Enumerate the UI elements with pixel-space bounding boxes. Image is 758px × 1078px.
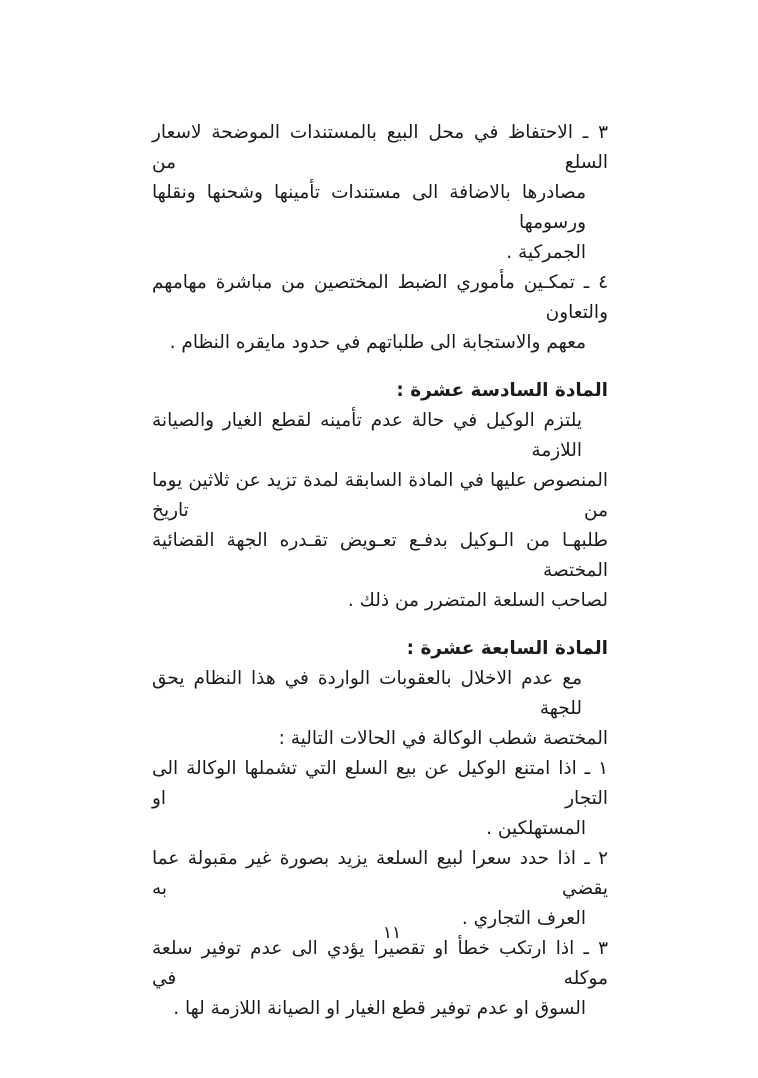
article-17-clause-2-line-2: العرف التجاري . bbox=[461, 908, 586, 929]
article-17-clause-2-line-1: ٢ ـ اذا حدد سعرا لبيع السلعة يزيد بصورة غير مقبولة عما يقضي به bbox=[152, 848, 608, 899]
article-16-line-3: طلبهـا من الـوكيل بدفـع تعـويض تقـدره الجهة القضائية المختصة bbox=[152, 530, 608, 581]
clause-3-line-2: مصادرها بالاضافة الى مستندات تأمينها وشحنها ونقلها ورسومها bbox=[152, 182, 586, 233]
article-17-clause-3-line-1: ٣ ـ اذا ارتكب خطأ او تقصيرا يؤدي الى عدم توفير سلعة موكله في bbox=[152, 938, 608, 989]
article-17-intro-line-2: المختصة شطب الوكالة في الحالات التالية : bbox=[278, 728, 608, 749]
article-17-clause-1-line-2: المستهلكين . bbox=[486, 818, 586, 839]
clause-4-line-1: ٤ ـ تمكـين مأموري الضبط المختصين من مباشرة مهامهم والتعاون bbox=[152, 272, 608, 323]
text-block bbox=[152, 118, 608, 1024]
page-number: ١١ bbox=[382, 923, 402, 943]
clause-4-line-2: معهم والاستجابة الى طلباتهم في حدود مايقره النظام . bbox=[169, 332, 586, 353]
article-17-clause-1-line-1: ١ ـ اذا امتنع الوكيل عن بيع السلع التي تشملها الوكالة الى التجار او bbox=[152, 758, 608, 809]
article-16-line-2: المنصوص عليها في المادة السابقة لمدة تزيد عن ثلاثين يوما من تاريخ bbox=[152, 470, 608, 521]
article-16-heading: المادة السادسة عشرة : bbox=[396, 380, 608, 401]
clause-3-line-3: الجمركية . bbox=[506, 242, 586, 263]
article-17-clause-3-line-2: السوق او عدم توفير قطع الغيار او الصيانة اللازمة لها . bbox=[173, 998, 586, 1019]
article-16-line-4: لصاحب السلعة المتضرر من ذلك . bbox=[347, 590, 608, 611]
article-17-intro-line-1: مع عدم الاخلال بالعقوبات الواردة في هذا النظام يحق للجهة bbox=[152, 668, 582, 719]
article-16-line-1: يلتزم الوكيل في حالة عدم تأمينه لقطع الغيار والصيانة اللازمة bbox=[152, 410, 582, 461]
article-17-heading: المادة السابعة عشرة : bbox=[406, 638, 608, 659]
clause-3-line-1: ٣ ـ الاحتفاظ في محل البيع بالمستندات الموضحة لاسعار السلع من bbox=[152, 122, 608, 173]
